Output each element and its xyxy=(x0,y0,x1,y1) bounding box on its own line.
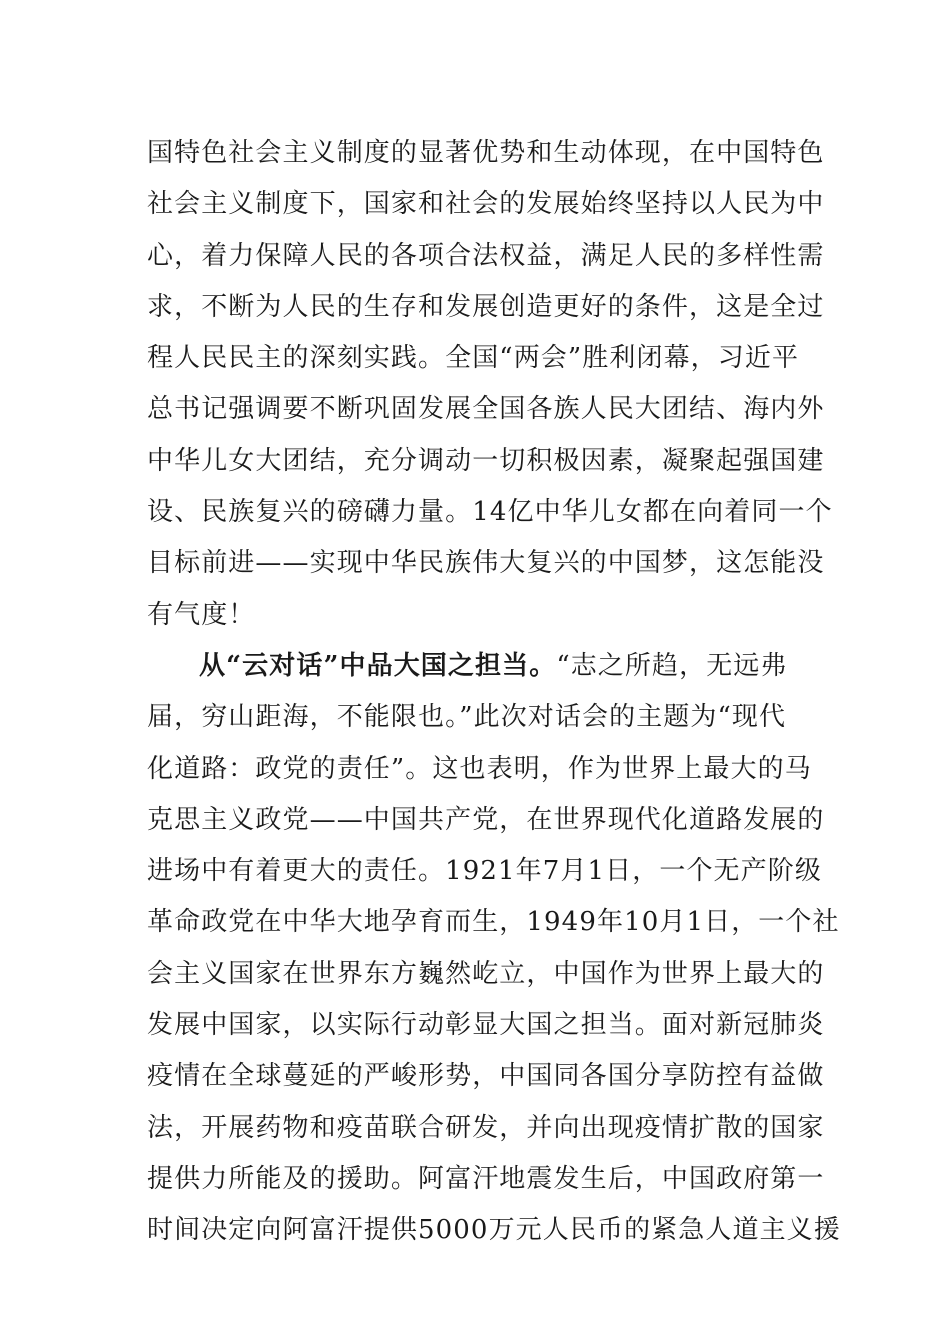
text-line-rest: “志之所趋，无远弗 xyxy=(556,650,788,681)
text-line: 提供力所能及的援助。阿富汗地震发生后，中国政府第一 xyxy=(147,1163,825,1194)
paragraph-heading: 从“云对话”中品大国之担当。 xyxy=(199,650,557,681)
text-line: 有气度！ xyxy=(147,599,256,630)
paragraph-first-line xyxy=(147,641,807,692)
text-line: 疫情在全球蔓延的严峻形势，中国同各国分享防控有益做 xyxy=(147,1061,825,1092)
text-line: 届，穷山距海，不能限也。”此次对话会的主题为“现代 xyxy=(147,702,787,733)
text-line: 国特色社会主义制度的显著优势和生动体现，在中国特色 xyxy=(147,138,825,168)
text-line: 程人民民主的深刻实践。全国“两会”胜利闭幕，习近平 xyxy=(147,343,800,374)
text-line: 求，不断为人民的生存和发展创造更好的条件，这是全过 xyxy=(147,291,825,322)
text-line: 社会主义制度下，国家和社会的发展始终坚持以人民为中 xyxy=(147,189,825,220)
text-line: 时间决定向阿富汗提供5000万元人民币的紧急人道主义援 xyxy=(147,1215,841,1246)
text-line: 克思主义政党——中国共产党，在世界现代化道路发展的 xyxy=(147,804,825,835)
paragraph-cloud-dialogue xyxy=(147,641,841,1257)
body-text xyxy=(147,128,841,1257)
text-line: 心，着力保障人民的各项合法权益，满足人民的多样性需 xyxy=(147,240,825,271)
paragraph-continuation xyxy=(147,128,833,641)
text-line: 发展中国家，以实际行动彰显大国之担当。面对新冠肺炎 xyxy=(147,1010,825,1041)
text-line: 会主义国家在世界东方巍然屹立，中国作为世界上最大的 xyxy=(147,958,825,989)
text-line: 总书记强调要不断巩固发展全国各族人民大团结、海内外 xyxy=(147,394,825,425)
text-line: 法，开展药物和疫苗联合研发，并向出现疫情扩散的国家 xyxy=(147,1112,825,1143)
text-line: 中华儿女大团结，充分调动一切积极因素，凝聚起强国建 xyxy=(147,445,825,476)
text-line: 进场中有着更大的责任。1921年7月1日，一个无产阶级 xyxy=(147,856,822,887)
text-line: 化道路：政党的责任”。这也表明，作为世界上最大的马 xyxy=(147,753,812,784)
text-line: 设、民族复兴的磅礴力量。14亿中华儿女都在向着同一个 xyxy=(147,497,833,528)
text-line: 目标前进——实现中华民族伟大复兴的中国梦，这怎能没 xyxy=(147,548,825,579)
text-line: 革命政党在中华大地孕育而生，1949年10月1日，一个社 xyxy=(147,907,840,938)
